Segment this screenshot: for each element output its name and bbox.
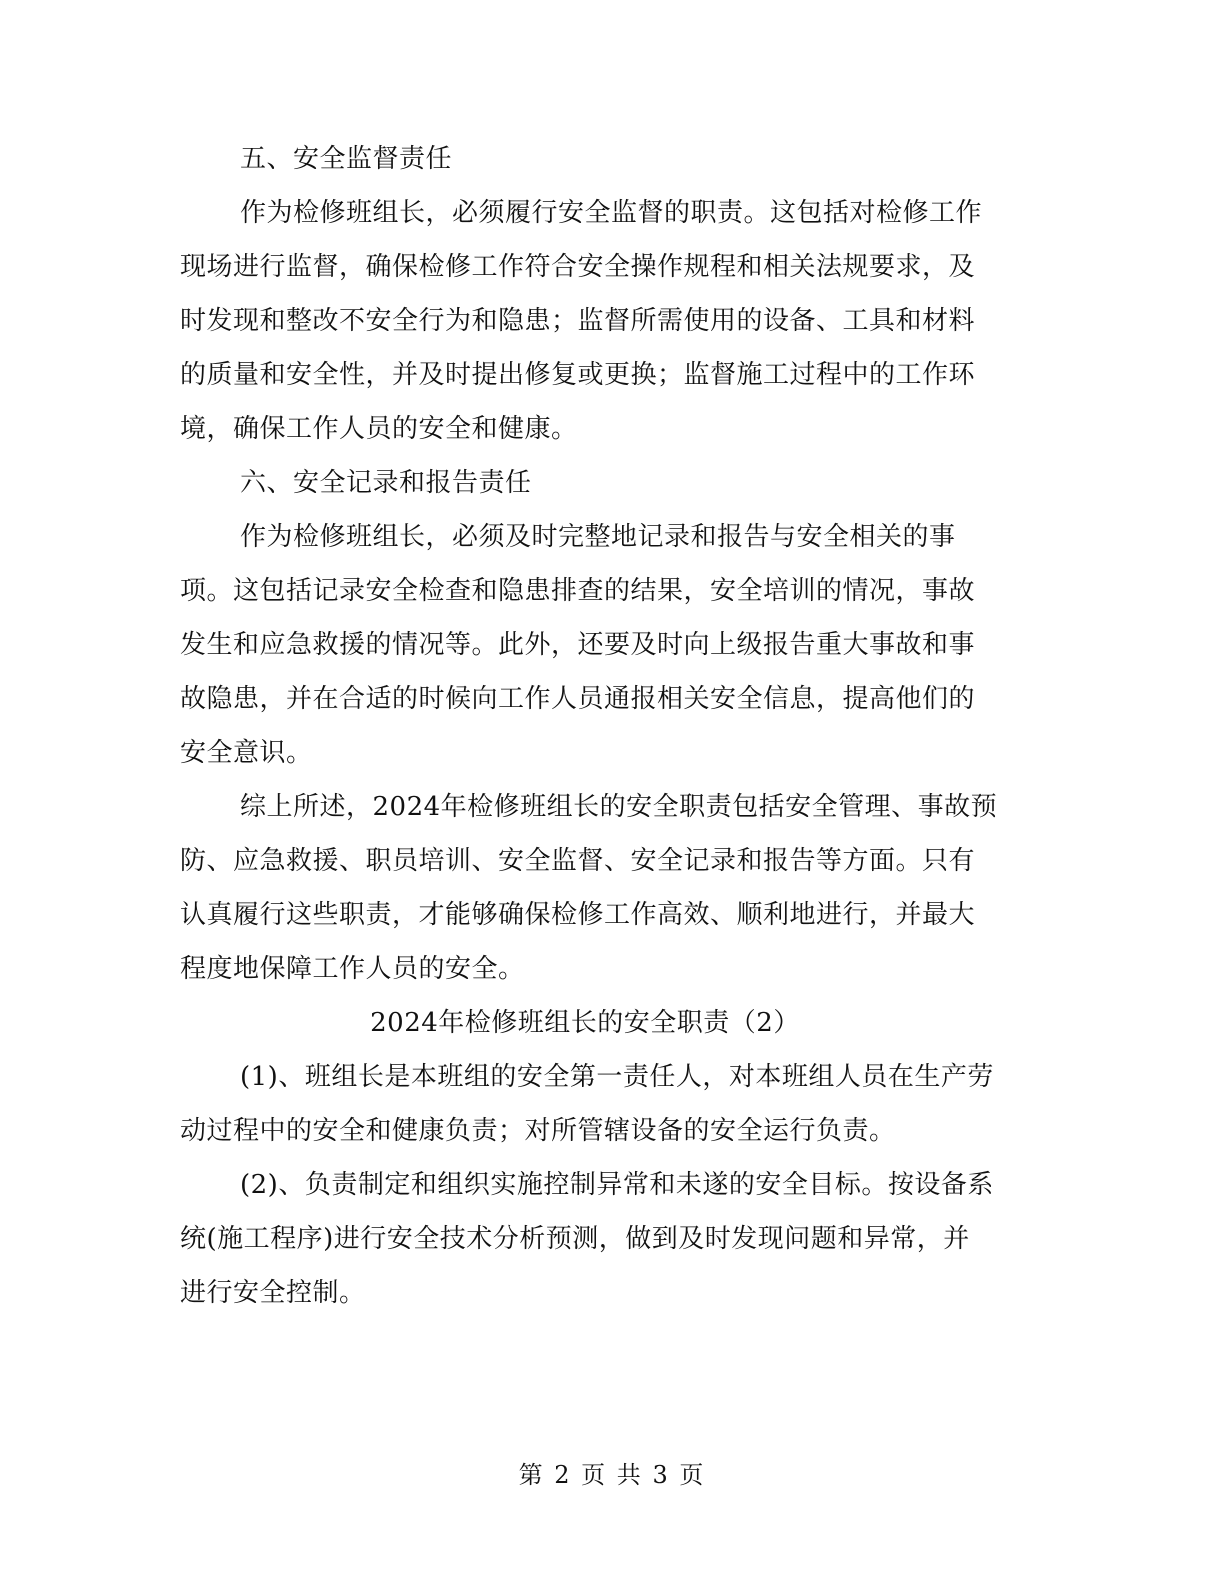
list-item-2-cont: 进行安全控制。 xyxy=(180,1278,366,1308)
document-title: 2024年检修班组长的安全职责（2） xyxy=(370,1008,800,1038)
paragraph-line: 故隐患，并在合适的时候向工作人员通报相关安全信息，提高他们的 xyxy=(180,684,976,714)
paragraph-line: 时发现和整改不安全行为和隐患；监督所需使用的设备、工具和材料 xyxy=(180,306,976,336)
paragraph-line: 的质量和安全性，并及时提出修复或更换；监督施工过程中的工作环 xyxy=(180,360,976,390)
document-body xyxy=(180,132,1030,1320)
summary-line: 认真履行这些职责，才能够确保检修工作高效、顺利地进行，并最大 xyxy=(180,900,976,930)
list-item-1: (1)、班组长是本班组的安全第一责任人，对本班组人员在生产劳 xyxy=(240,1062,994,1092)
summary-line: 防、应急救援、职员培训、安全监督、安全记录和报告等方面。只有 xyxy=(180,846,976,876)
list-item-1-cont: 动过程中的安全和健康负责；对所管辖设备的安全运行负责。 xyxy=(180,1116,896,1146)
paragraph-line: 境，确保工作人员的安全和健康。 xyxy=(180,414,578,444)
list-item-2-cont: 统(施工程序)进行安全技术分析预测，做到及时发现问题和异常，并 xyxy=(180,1224,970,1254)
section-heading-5: 五、安全监督责任 xyxy=(240,144,453,174)
section-heading-6: 六、安全记录和报告责任 xyxy=(240,468,532,498)
paragraph-line: 作为检修班组长，必须履行安全监督的职责。这包括对检修工作 xyxy=(240,198,983,228)
paragraph-line: 发生和应急救援的情况等。此外，还要及时向上级报告重大事故和事 xyxy=(180,630,976,660)
summary-line: 综上所述，2024年检修班组长的安全职责包括安全管理、事故预 xyxy=(240,792,998,822)
summary-line: 程度地保障工作人员的安全。 xyxy=(180,954,525,984)
paragraph-line: 项。这包括记录安全检查和隐患排查的结果，安全培训的情况，事故 xyxy=(180,576,976,606)
paragraph-line: 作为检修班组长，必须及时完整地记录和报告与安全相关的事 xyxy=(240,522,956,552)
list-item-2: (2)、负责制定和组织实施控制异常和未遂的安全目标。按设备系 xyxy=(240,1170,994,1200)
paragraph-line: 安全意识。 xyxy=(180,738,313,768)
page-number-footer: 第 2 页 共 3 页 xyxy=(518,1461,706,1489)
paragraph-line: 现场进行监督，确保检修工作符合安全操作规程和相关法规要求，及 xyxy=(180,252,976,282)
